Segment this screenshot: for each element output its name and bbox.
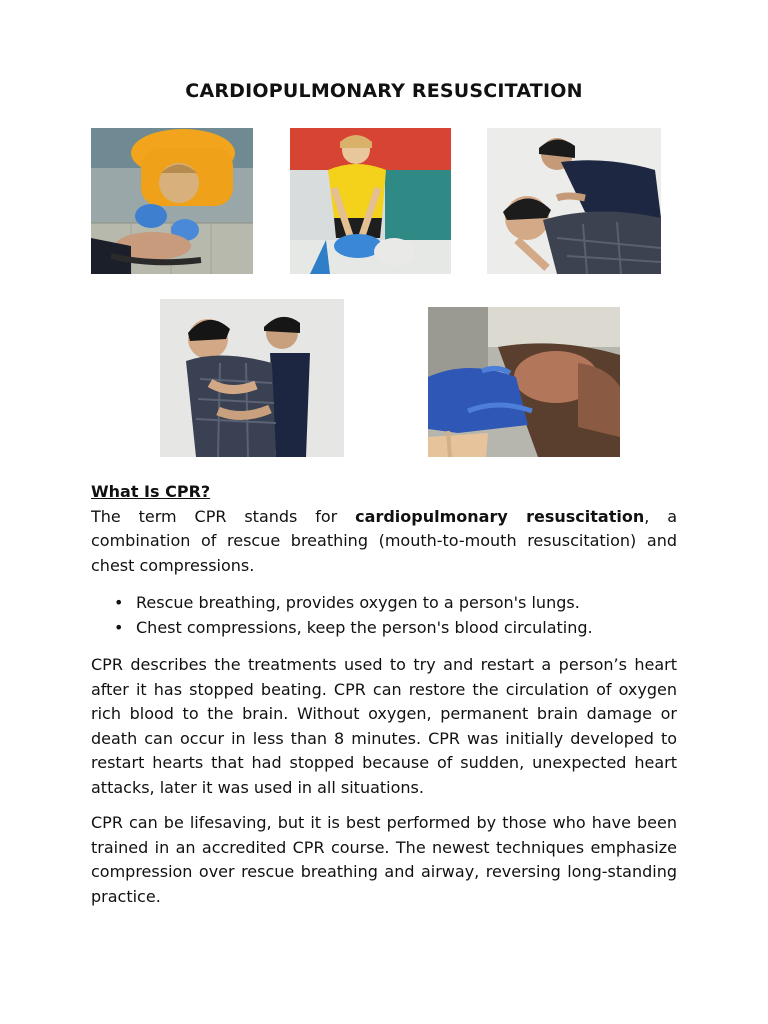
bullet-list <box>91 591 677 640</box>
intro-text-before: The term CPR stands for <box>91 506 356 526</box>
checking-breathing-photo <box>487 128 661 274</box>
list-item: • Rescue breathing, provides oxygen to a person's lungs. <box>136 591 677 616</box>
list-item: • Chest compressions, keep the person's blood circulating. <box>136 616 677 641</box>
lifeguard-rescue-breathing-photo <box>91 128 253 274</box>
intro-paragraph <box>91 505 677 579</box>
article-body <box>91 480 677 909</box>
intro-text-after: , a combination of rescue breathing (mouth-to-mouth resuscitation) and chest compressions. <box>91 506 678 575</box>
intro-bold-term: cardiopulmonary resuscitation <box>355 506 645 526</box>
document-title: CARDIOPULMONARY RESUSCITATION <box>185 80 583 102</box>
airway-head-tilt-photo <box>428 307 620 457</box>
cpr-training-paragraph: CPR can be lifesaving, but it is best performed by those who have been trained in an accredited CPR course. The newest techniques emphasize compression over rescue breathing and airway, reversing long-standing practice. <box>91 813 677 906</box>
section-heading: What Is CPR? <box>91 482 211 501</box>
choking-abdominal-thrust-photo <box>160 299 344 457</box>
cpr-description-paragraph: CPR describes the treatments used to try and restart a person’s heart after it has stopped beating. CPR can restore the circulation of oxygen rich blood to the brain. Without oxygen, permanent brain damage or death can occur in less than 8 minutes. CPR was initially developed to restart hearts that had stopped because of sudden, unexpected heart attacks, later it was used in all situations. <box>91 655 677 797</box>
lifeguard-chest-compressions-photo <box>290 128 451 274</box>
